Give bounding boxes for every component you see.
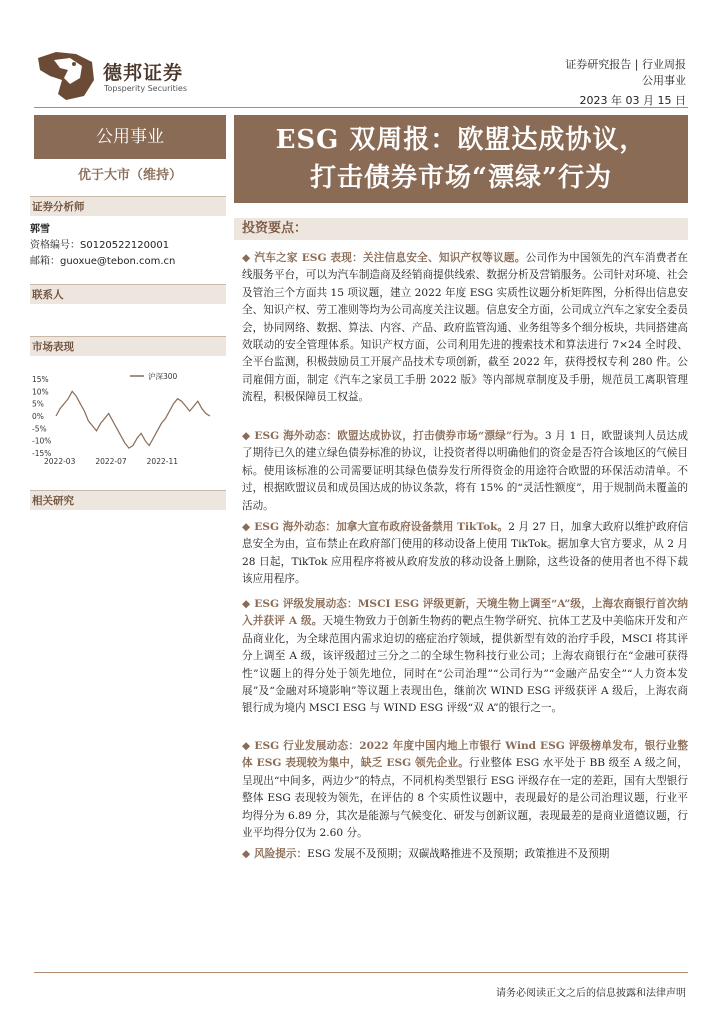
bullet-icon: ◆ [242,848,251,860]
bullet-lead: ESG 海外动态：欧盟达成协议，打击债券市场“漂绿”行为。 [254,430,545,442]
bullet-icon: ◆ [242,521,251,533]
bullet-body: 2 月 27 日，加拿大政府以维护政府信息安全为由，宣布禁止在政府部门使用的移动设备上使用 TikTok。据加拿大官方要求，从 2 月 28 日起，TikTok 应用程序将被从政府发放的移动设备上删除，这些设备的使用者也不得下载该应用程序。 [242,521,688,586]
bullet-risk [242,846,688,863]
bullet-eu-greenbond [242,428,688,515]
contact-section-header: 联系人 [30,284,226,304]
report-type: 证券研究报告 | 行业周报 [565,58,686,71]
bullet-body: 天境生物致力于创新生物药的靶点生物学研究、抗体工艺及中美临床开发和产品商业化，为全球范围内需求迫切的癌症治疗领域，提供新型有效的治疗手段，MSCI 将其评分上调至 A 级，该评级超过三分之二的全球生物科技行业公司；上海农商银行在“金融可获得性”议题上的得分处于领先地位，同时在“公司治理”“公司行为”“金融产品安全”“人力资本发展”及“金融对环境影响”等议题上表现出色，继前次 WIND ESG 评级获评 A 级后，上海农商银行成为境内 MSCI ESG 与 WIND ESG 评级“双 A”的银行之一。 [242,615,688,715]
title-line-1: ESG 双周报：欧盟达成协议， [275,125,647,155]
logo-subtext: Topsperity Securities [104,84,188,93]
bullet-icon: ◆ [242,598,251,610]
bullet-lead: ESG 海外动态：加拿大宣布政府设备禁用 TikTok。 [254,521,509,533]
logo-text: 德邦证券 [103,62,184,84]
y-tick-label: -15% [32,449,52,458]
bullet-body: 3 月 1 日，欧盟谈判人员达成了期待已久的建立绿色债券标准的协议，让投资者得以明确他们的资金是否符合该地区的气候目标。使用该标准的公司需要证明其绿色债券发行所得资金的用途符合欧盟的环保活动清单。不过，根据欧盟议员和成员国达成的协议条款，将有 15% 的“灵活性额度”，用于规制尚未覆盖的活动。 [242,430,688,512]
industry-box: 公用事业 [34,115,226,159]
investment-highlights-header: 投资要点： [234,218,688,240]
bullet-wind-bank [242,738,688,842]
y-tick-label: 15% [32,375,49,384]
bullet-icon: ◆ [242,252,251,264]
title-line-2: 打击债券市场“漂绿”行为 [310,163,612,193]
rating-label: 优于大市（维持） [77,168,182,183]
analyst-email[interactable]: 邮箱：guoxue@tebon.com.cn [30,256,176,267]
bullet-body: 公司作为中国领先的汽车消费者在线服务平台，可以为汽车制造商及经销商提供线索、数据分析及营销服务。公司针对环境、社会及管治三个方面共 15 项议题，建立 2022 年度 ESG 实质性议题分析矩阵图，分析得出信息安全、知识产权、劳工准则等均为公司高度关注议题。信息安全方面，公司成立汽车之家安全委员会，协同网络、数据、算法、内容、产品、政府监管沟通、业务组等多个细分板块，共同搭建高效联动的安全管理体系。知识产权方面，公司利用先进的搜索技术和算法进行 7×24 全时段、全平台监测，积极鼓励员工开展产品技术专项创新，截至 2022 年，获得授权专利 280 件。公司雇佣方面，制定《汽车之家员工手册 2022 版》等内部规章制度及手册，规范员工离职管理流程，积极保障员工权益。 [242,252,689,404]
y-tick-label: -10% [32,436,52,446]
bullet-autohome [242,250,688,407]
disclaimer-text: 请务必阅读正文之后的信息披露和法律声明 [496,988,686,999]
legend-label: 沪深300 [148,372,178,381]
bullet-body: ESG 发展不及预期；双碳战略推进不及预期；政策推进不及预期 [307,848,610,860]
y-tick-label: 0% [32,412,44,421]
bullet-icon: ◆ [242,430,251,442]
bullet-lead: 风险提示： [254,848,308,860]
report-industry: 公用事业 [642,74,686,87]
x-tick-label: 2022-07 [95,457,127,466]
y-tick-label: 10% [32,387,49,397]
y-tick-label: -5% [32,424,47,434]
bullet-lead: 汽车之家 ESG 表现：关注信息安全、知识产权等议题。 [254,252,526,264]
report-title [234,115,688,203]
x-tick-label: 2022-11 [146,457,179,466]
bullet-body: 行业整体 ESG 水平处于 BB 级至 A 级之间，呈现出“中间多，两边少”的特点，不同机构类型银行 ESG 评级存在一定的差距，国有大型银行整体 ESG 表现较为领先，在评估的 8 个实质性议题中，表现最好的是公司治理议题，行业平均得分为 6.89 分，其次是能源与气候变化、研发与创新议题，表现最差的是商业道德议题，行业平均得分仅为 2.60 分。 [242,757,688,840]
header-divider [34,107,688,108]
bullet-lead: ESG 评级发展动态：MSCI ESG 评级更新，天境生物上调至“A”级，上海农商银行首次纳入并获评 A 级。 [242,598,688,628]
bullet-icon: ◆ [242,740,251,752]
analyst-cert: 资格编号：S0120522120001 [30,240,170,251]
company-logo-icon [36,50,96,102]
hs300-line [56,391,210,448]
analyst-name: 郭雪 [30,224,50,235]
footer-divider [34,972,688,973]
market-performance-chart [30,367,226,467]
x-tick-label: 2022-03 [44,457,76,466]
related-section-header: 相关研究 [30,490,226,510]
bullet-canada-tiktok [242,519,688,589]
market-section-header: 市场表现 [30,336,226,356]
bullet-msci-rating [242,596,688,718]
bullet-lead: ESG 行业发展动态：2022 年度中国内地上市银行 Wind ESG 评级榜单发布，银行业整体 ESG 表现较为集中，缺乏 ESG 领先企业。 [242,740,688,770]
analyst-section-header: 证券分析师 [30,196,226,216]
y-tick-label: 5% [32,399,44,409]
report-date: 2023 年 03 月 15 日 [579,94,686,107]
